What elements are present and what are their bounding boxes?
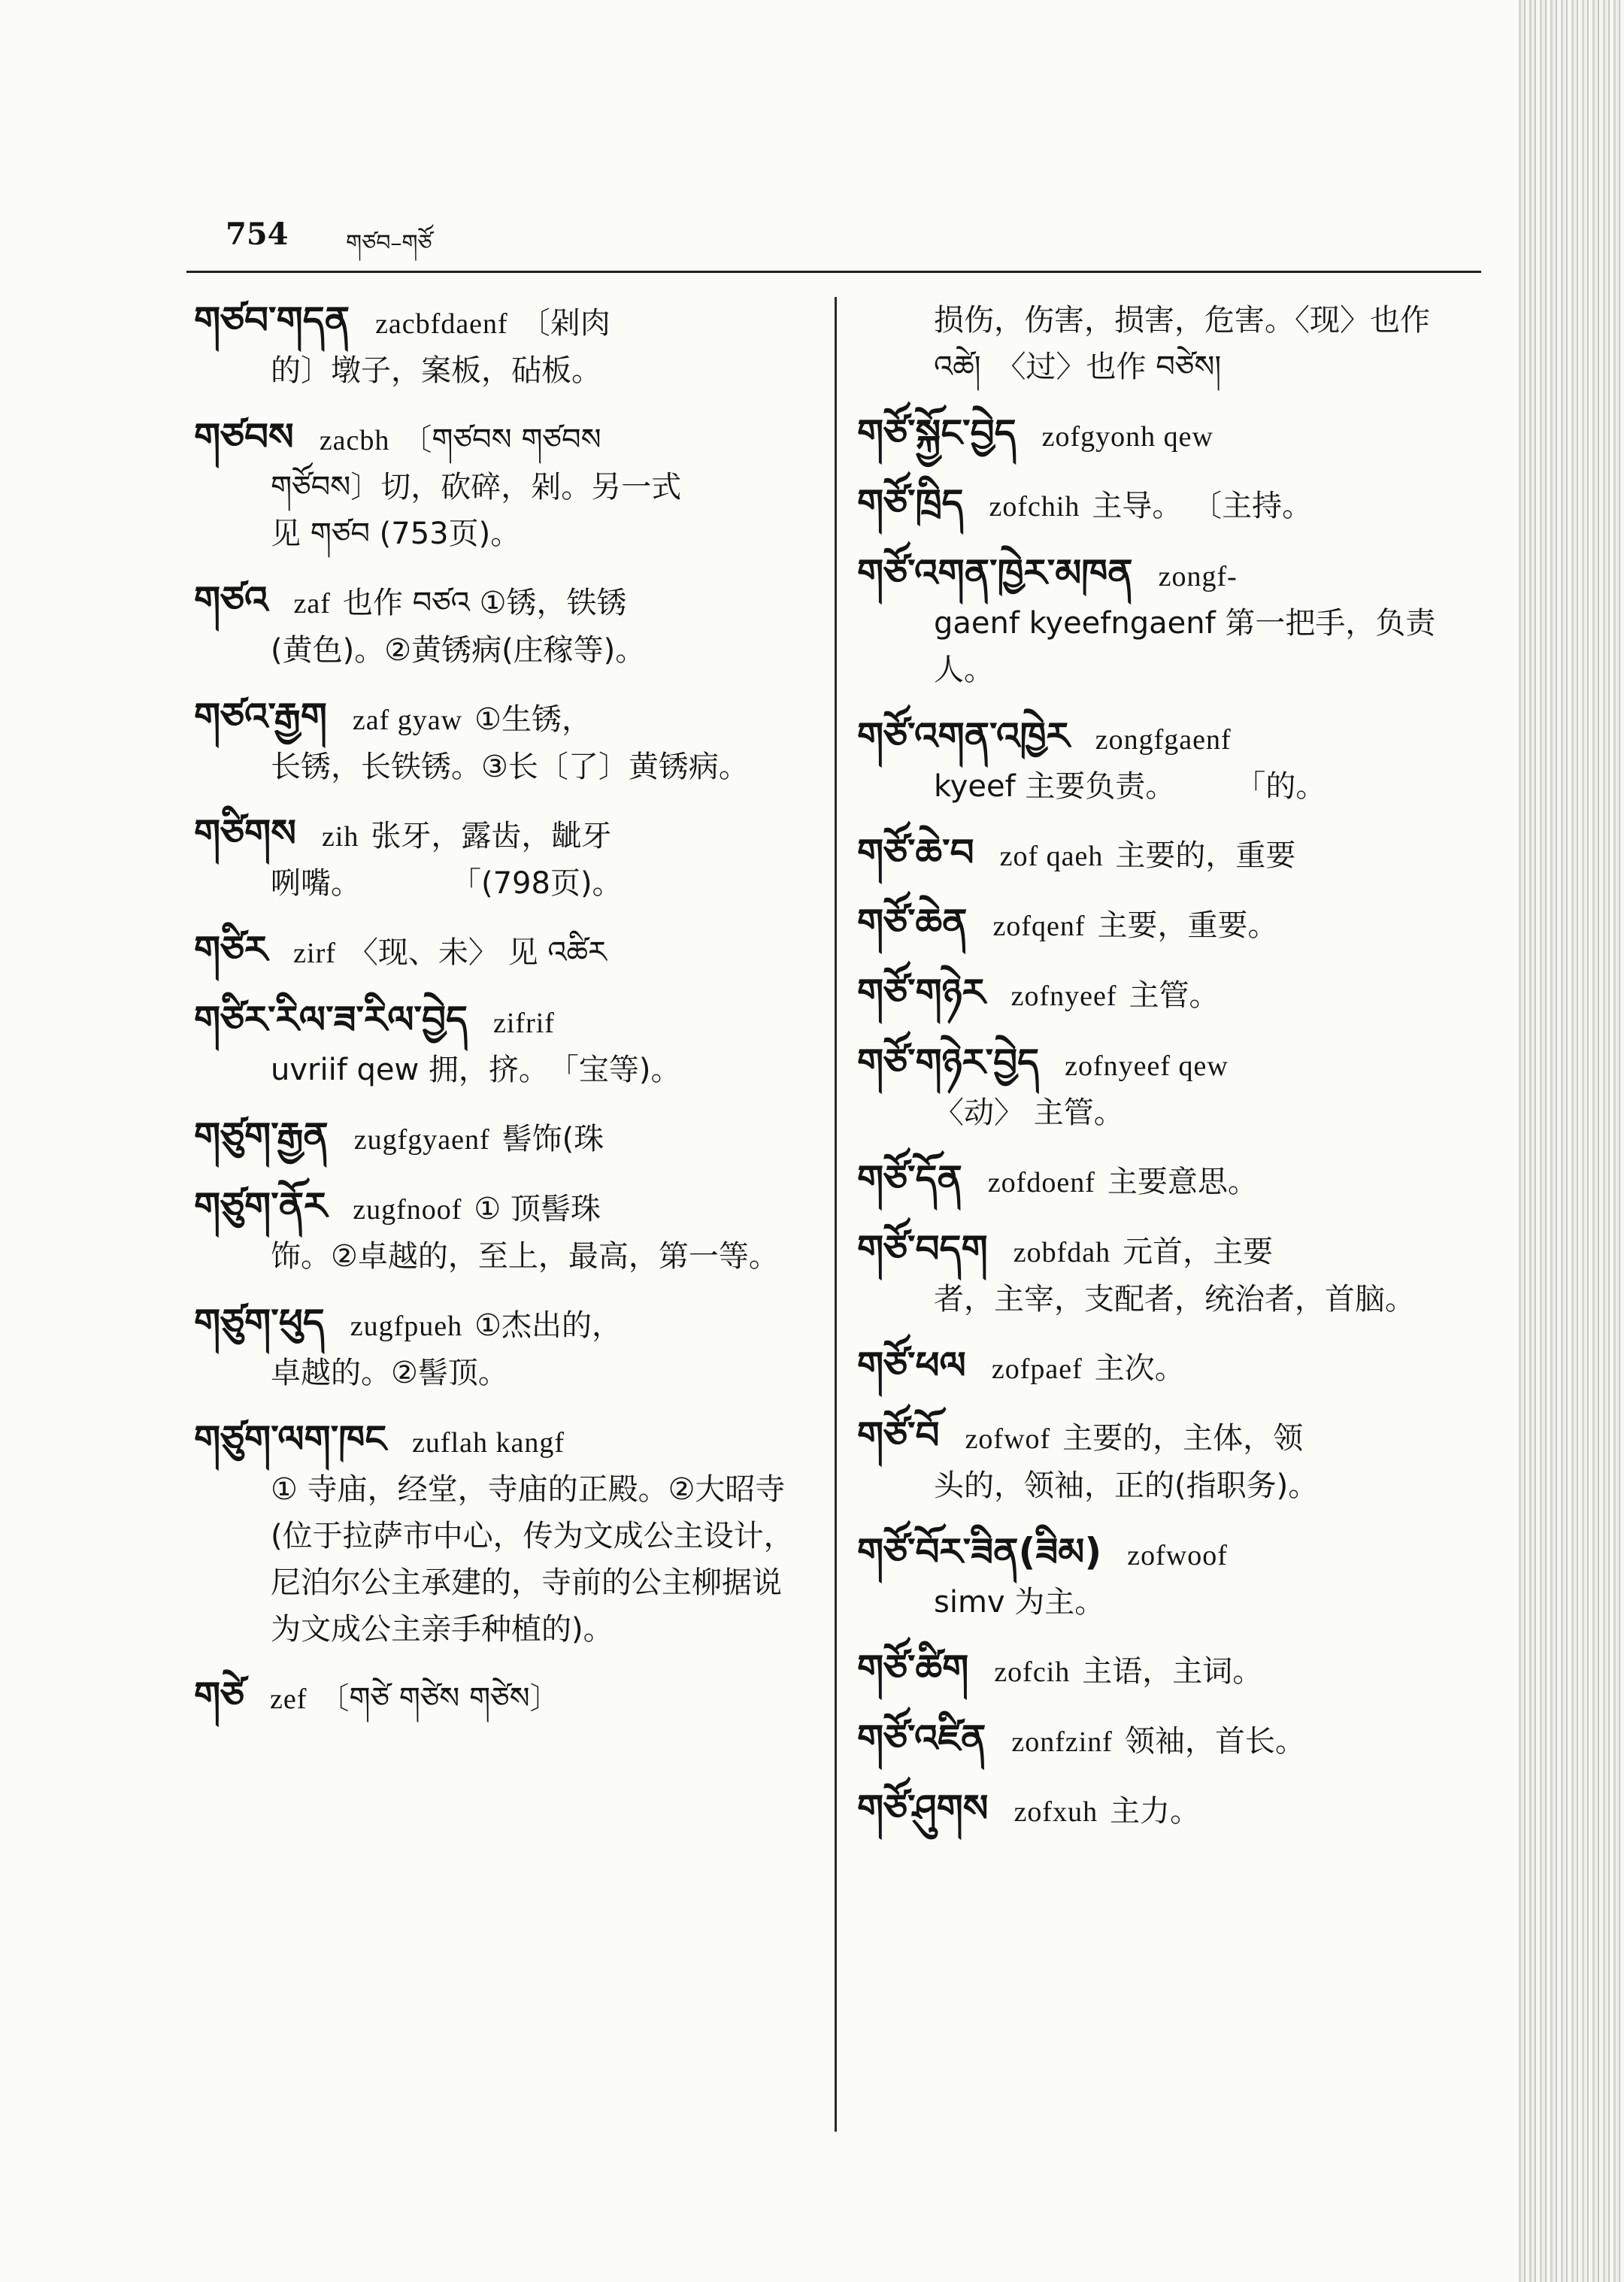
dictionary-entry xyxy=(194,1416,810,1653)
definition-continuation: 〈动〉 主管。 xyxy=(934,1096,1124,1130)
romanization: zofcih xyxy=(994,1656,1071,1688)
headword: གཙོ་ཁྲིད xyxy=(857,481,964,525)
definition-continuation: 卓越的。②髻顶。 xyxy=(271,1356,508,1390)
dictionary-entry xyxy=(194,414,810,557)
headword: གཙའ xyxy=(194,578,268,622)
headword: གཙིར་རིལ་ཟ་རིལ་བྱེད xyxy=(194,998,468,1041)
definition-continuation: gaenf kyeefngaenf 第一把手，负责人。 xyxy=(934,606,1436,687)
header-rule xyxy=(186,271,1481,273)
definition: ①杰出的， xyxy=(474,1308,622,1343)
headword: གཙོ་སྐྱོང་བྱེད xyxy=(857,411,1017,455)
headword: གཙུག་རྒྱན xyxy=(194,1114,329,1158)
headword: གཙོ་འགན་ཁྱེར་མཁན xyxy=(857,551,1133,595)
running-head: གཙབ–གཙོ xyxy=(346,230,432,256)
definition: 主次。 xyxy=(1094,1351,1185,1386)
headword: གཙོ་དོན xyxy=(857,1157,962,1201)
definition: 髻饰(珠 xyxy=(501,1122,604,1156)
romanization: zofchih xyxy=(989,491,1080,523)
dictionary-entry xyxy=(194,1113,810,1163)
right-column xyxy=(857,297,1481,1855)
headword: གཙེ xyxy=(194,1674,244,1717)
definition: 〔གཙབས གཙབས xyxy=(401,423,601,457)
romanization: zofwof xyxy=(965,1423,1051,1455)
romanization: zofxuh xyxy=(1013,1796,1098,1828)
romanization: zirf xyxy=(293,938,336,969)
romanization: zongf- xyxy=(1158,561,1238,592)
romanization: zofpaef xyxy=(991,1353,1083,1385)
dictionary-entry xyxy=(194,1672,810,1723)
definition-continuation: kyeef 主要负责。 「的。 xyxy=(934,769,1326,804)
dictionary-entry xyxy=(857,1715,1481,1765)
headword: གཙིགས xyxy=(194,811,296,855)
definition-continuation: (黄色)。②黄锈病(庄稼等)。 xyxy=(271,633,646,668)
page-edge-shadow xyxy=(1519,0,1624,2282)
definition: 元首，主要 xyxy=(1123,1235,1274,1269)
definition: 主导。 〔主持。 xyxy=(1092,489,1313,523)
romanization: zofnyeef xyxy=(1010,980,1117,1012)
romanization: zacbfdaenf xyxy=(375,308,508,340)
dictionary-entry xyxy=(857,899,1481,950)
definition: 主要意思。 xyxy=(1107,1165,1258,1199)
page-header xyxy=(226,217,1481,269)
definition: 也作 བཙའ ①锈，铁锈 xyxy=(342,586,627,620)
headword: གཙིར xyxy=(194,928,268,971)
definition-continuation: 长锈，长铁锈。③长〔了〕黄锈病。 xyxy=(271,750,749,784)
romanization: zugfnoof xyxy=(353,1194,462,1226)
definition: 主管。 xyxy=(1129,978,1220,1013)
dictionary-entry xyxy=(857,1412,1481,1509)
dictionary-entry xyxy=(857,1342,1481,1393)
definition: 〈现、未〉 见 འཚིར xyxy=(347,935,607,970)
definition-continuation: ① 寺庙，经堂，寺庙的正殿。②大昭寺(位于拉萨市中心，传为文成公主设计，尼泊尔公主承建的，寺前的公主柳据说为文成公主亲手种植的)。 xyxy=(271,1472,794,1647)
dictionary-entry xyxy=(194,297,810,394)
dictionary-entry xyxy=(194,996,810,1093)
headword: གཙོ་ཕལ xyxy=(857,1344,966,1387)
headword: གཙོ་བོ xyxy=(857,1414,940,1457)
dictionary-entry xyxy=(194,926,810,977)
definition-continuation: གཙོབས〕切，砍碎，剁。另一式 xyxy=(271,470,682,505)
romanization: zef xyxy=(270,1683,308,1715)
romanization: zobfdah xyxy=(1013,1237,1111,1268)
definition: ① 顶髻珠 xyxy=(474,1192,601,1226)
romanization: zih xyxy=(321,821,359,853)
dictionary-entry xyxy=(194,810,810,907)
romanization: zaf gyaw xyxy=(352,705,463,736)
dictionary-entry xyxy=(857,1156,1481,1206)
definition-continuation: 者，主宰，支配者，统治者，首脑。 xyxy=(934,1282,1415,1317)
dictionary-entry xyxy=(857,550,1481,693)
dictionary-entry xyxy=(857,1226,1481,1323)
romanization: zugfgyaenf xyxy=(353,1124,490,1156)
romanization: zofwoof xyxy=(1127,1540,1228,1571)
definition-continuation: 的〕墩子，案板，砧板。 xyxy=(271,353,601,388)
headword: གཙོ་ཆེན xyxy=(857,901,968,944)
dictionary-entry xyxy=(194,1299,810,1396)
dictionary-entry-continued xyxy=(857,297,1481,390)
definition: 主要的，主体，领 xyxy=(1062,1421,1304,1456)
headword: གཙུག་ནོར xyxy=(194,1184,328,1228)
left-column xyxy=(194,297,810,1742)
romanization: zongfgaenf xyxy=(1095,724,1232,756)
headword: གཙོ་འགན་འཁྱེར xyxy=(857,714,1070,758)
dictionary-entry xyxy=(857,1785,1481,1835)
romanization: zofgyonh qew xyxy=(1041,421,1213,453)
definition-continuation: uvriif qew 拥，挤。 「宝等)。 xyxy=(271,1053,681,1087)
definition-continuation: 头的，领袖，正的(指职务)。 xyxy=(934,1468,1319,1503)
headword: གཙོ་འཛིན xyxy=(857,1717,986,1760)
definition: 领袖，首长。 xyxy=(1124,1724,1305,1759)
romanization: zofqenf xyxy=(992,911,1086,942)
dictionary-entry xyxy=(194,577,810,674)
headword: གཙབས xyxy=(194,415,294,459)
dictionary-entry xyxy=(857,829,1481,880)
headword: གཙུག་ཕུད xyxy=(194,1301,325,1344)
dictionary-entry xyxy=(857,713,1481,810)
column-rule xyxy=(835,297,837,2132)
headword: གཙོ་བོར་ཟིན(ཟིམ) xyxy=(857,1530,1102,1574)
romanization: zifrif xyxy=(493,1008,555,1039)
romanization: zacbh xyxy=(319,425,390,456)
definition: 主语，主词。 xyxy=(1082,1654,1263,1689)
definition: 主力。 xyxy=(1110,1794,1201,1829)
definition: ①生锈， xyxy=(474,702,592,737)
romanization: zaf xyxy=(293,588,331,620)
romanization: zofnyeef qew xyxy=(1065,1050,1229,1082)
definition: 〔གཙེ གཙེས གཙེས〕 xyxy=(319,1681,560,1716)
headword: གཙོ་གཉེར xyxy=(857,971,986,1014)
dictionary-entry xyxy=(857,969,1481,1020)
headword: གཙོ་ཆེ་བ xyxy=(857,831,974,874)
definition: 主要的，重要 xyxy=(1115,838,1296,873)
headword: གཙོ་ཚིག xyxy=(857,1647,969,1690)
romanization: zugfpueh xyxy=(350,1311,463,1342)
dictionary-entry xyxy=(194,1183,810,1280)
dictionary-entry xyxy=(857,1039,1481,1136)
headword: གཙོ་ཤུགས xyxy=(857,1787,989,1830)
definition: 张牙，露齿，龇牙 xyxy=(371,819,612,853)
definition-continuation: 损伤，伤害，损害，危害。〈现〉也作 འཚེ། 〈过〉也作 བཙེས། xyxy=(934,303,1430,384)
romanization: zof qaeh xyxy=(999,841,1104,872)
definition-continuation: simv 为主。 xyxy=(934,1585,1105,1620)
definition-continuation: 饰。②卓越的，至上，最高，第一等。 xyxy=(271,1239,779,1274)
romanization: zuflah kangf xyxy=(412,1427,565,1459)
headword: གཙོ་གཉེར་བྱེད xyxy=(857,1041,1040,1084)
definition-continuation: 咧嘴。 「(798页)。 xyxy=(271,866,623,901)
romanization: zonfzinf xyxy=(1011,1726,1113,1758)
headword: གཙོ་བདག xyxy=(857,1227,988,1271)
dictionary-entry xyxy=(857,480,1481,530)
headword: གཙུག་ལག་ཁང xyxy=(194,1417,387,1461)
dictionary-entry xyxy=(857,410,1481,460)
dictionary-entry xyxy=(194,693,810,790)
dictionary-entry xyxy=(857,1645,1481,1696)
definition: 主要，重要。 xyxy=(1097,908,1278,943)
headword: གཙབ་གདན xyxy=(194,299,350,342)
romanization: zofdoenf xyxy=(987,1167,1095,1199)
dictionary-entry xyxy=(857,1529,1481,1626)
page-number: 754 xyxy=(226,217,289,252)
headword: གཙའ་རྒྱག xyxy=(194,695,327,738)
definition-continuation: 见 གཙབ (753页)。 xyxy=(271,517,521,551)
definition: 〔剁肉 xyxy=(520,306,611,341)
